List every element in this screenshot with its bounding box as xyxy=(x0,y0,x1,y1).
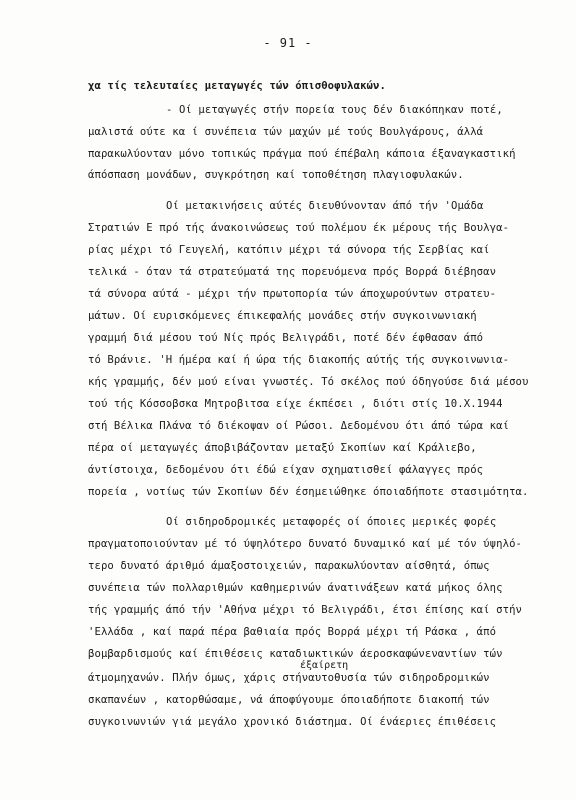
text-line-2: - Οί μεταγωγές στήν πορεία τους δέν διακόπηκαν ποτέ, xyxy=(166,104,503,116)
text-line-1: χα τίς τελευταίες μεταγωγές τών όπισθοφυλακών. xyxy=(88,80,386,92)
text-line-16: στή Βέλικα Πλάνα τό διέκοψαν οί Ρώσοι. Δεδομένου ότι άπό τώρα καί xyxy=(88,420,510,432)
text-line-5: άπόσπαση μονάδων, συγκρότηση καί τοποθέτηση πλαγιοφυλακών. xyxy=(88,169,464,181)
text-line-29: συγκοινωνιών γιά μεγάλο χρονικό διάστημα. Οί ένάεριες έπιθέσεις xyxy=(88,716,497,728)
text-line-21: πραγματοποιούνταν μέ τό ύψηλότερο δυνατό δυναμικό καί μέ τόν ύψηλό- xyxy=(88,538,523,550)
text-line-20: Οί σιδηροδρομικές μεταφορές οί όποιες μερικές φορές xyxy=(166,516,497,528)
text-line-10: τά σύνορα αύτά - μέχρι τήν πρωτοπορία τών άποχωρούντων στρατευ- xyxy=(88,288,497,300)
text-line-18: άντίστοιχα, δεδομένου ότι έδώ είχαν σχηματισθεί φάλαγγες πρός xyxy=(88,464,484,476)
text-line-11: μάτων. Οί ευρισκόμενες έπικεφαλής μονάδες στήν συγκοινωνιακή xyxy=(88,310,477,322)
text-line-25: 'Ελλάδα , καί παρά πέρα βαθιαία πρός Βορρά μέχρι τή Ράσκα , άπό xyxy=(88,626,497,638)
text-line-17: πέρα οί μεταγωγές άποβιβάζονταν μεταξύ Σκοπίων καί Κράλιεβο, xyxy=(88,442,477,454)
text-line-8: ρίας μέχρι τό Γευγελή, κατόπιν μέχρι τά σύνορα τής Σερβίας καί xyxy=(88,244,490,256)
text-line-15: τού τής Κόσσοβσκα Μητροβιτσα είχε έκπέσει , διότι στίς 10.Χ.1944 xyxy=(88,398,503,410)
text-line-4: παρακωλύονταν μόνο τοπικώς πράγμα πού έπέβαλη κάποια έξαναγκαστική xyxy=(88,148,516,160)
text-line-28: σκαπανέων , κατορθώσαμε, νά άποφύγουμε όποιαδήποτε διακοπή τών xyxy=(88,694,490,706)
text-line-3: μαλιστά ούτε κα ί συνέπεια τών μαχών μέ τούς Βουλγάρους, άλλά xyxy=(88,126,484,138)
text-line-22: τερο δυνατό άριθμό άμαξοστοιχειών, παρακωλύονταν αίσθητά, όπως xyxy=(88,560,490,572)
text-line-14: κής γραμμής, δέν μού είναι γνωστές. Τό σκέλος πού όδηγούσε διά μέσου xyxy=(88,376,529,388)
text-line-24: τής γραμμής άπό τήν 'Αθήνα μέχρι τό Βελιγράδι, έτσι έπίσης καί στήν xyxy=(88,604,523,616)
text-line-6: Οί μετακινήσεις αύτές διευθύνονταν άπό τήν 'Ομάδα xyxy=(166,200,484,212)
text-line-26: βομβαρδισμούς καί έπιθέσεις καταδιωκτικών άεροσκαφώνεναντίων τών xyxy=(88,648,503,660)
text-line-12: γραμμή διά μέσου τού Νίς πρός Βελιγράδι, ποτέ δέν έφθασαν άπό xyxy=(88,332,484,344)
text-line-27: άτμομηχανών. Πλήν όμως, χάρις στήναυτοθυσία τών σιδηροδρομικών xyxy=(88,672,490,684)
text-line-19: πορεία , νοτίως τών Σκοπίων δέν έσημειώθηκε όποιαδήποτε στασιμότητα. xyxy=(88,486,529,498)
text-line-13: τό Βράνιε. 'Η ήμέρα καί ή ώρα τής διακοπής αύτής τής συγκοινωνια- xyxy=(88,354,510,366)
text-line-7: Στρατιών Ε πρό τής άνακοινώσεως τού πολέμου έκ μέρους τής Βουλγα- xyxy=(88,222,510,234)
text-line-9: τελικά - όταν τά στρατεύματά της πορευόμενα πρός Βορρά διέβησαν xyxy=(88,266,497,278)
page-number: - 91 - xyxy=(263,36,313,50)
text-line-23: συνέπεια τών πολλαριθμών καθημερινών άνατινάξεων κατά μήκος όλης xyxy=(88,582,503,594)
handwritten-insert: έξαίρετη xyxy=(300,660,349,671)
